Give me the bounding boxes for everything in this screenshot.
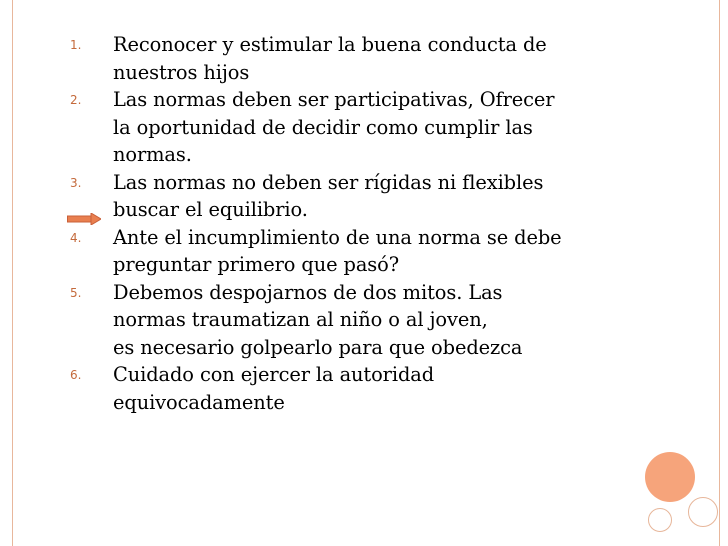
right-arrow-icon [67, 205, 101, 217]
text-line: Debemos despojarnos de dos mitos. Las [113, 280, 503, 304]
text-line: la oportunidad de decidir como cumplir las [113, 115, 533, 139]
list-item-4 [0, 224, 700, 279]
text-line: es necesario golpearlo para que obedezca [113, 335, 523, 359]
text-line: buscar el equilibrio. [113, 198, 308, 221]
list-text [113, 361, 673, 416]
list-item-2 [0, 86, 700, 169]
text-line: Las normas no deben ser rígidas ni flexibles [113, 170, 544, 194]
numbered-list [0, 31, 700, 416]
list-number: 3. [70, 175, 82, 190]
list-item-1 [0, 31, 700, 86]
list-text [113, 169, 673, 224]
list-number: 1. [70, 38, 82, 52]
list-number: 5. [70, 285, 82, 300]
text-line: nuestros hijos [113, 60, 250, 84]
frame-right-line [719, 0, 720, 546]
list-number: 4. [70, 230, 82, 245]
text-line: normas. [113, 143, 192, 166]
text-line-with-arrow [113, 196, 673, 224]
text-line: normas traumatizan al niño o al joven, [113, 308, 488, 331]
list-text [113, 86, 673, 169]
list-item-5 [0, 279, 700, 362]
text-line: preguntar primero que pasó? [113, 253, 400, 276]
decorative-circle-outline [688, 497, 718, 527]
list-text [113, 224, 673, 279]
decorative-circle-large [645, 452, 695, 502]
list-number: 6. [70, 368, 82, 382]
list-text [113, 31, 673, 86]
text-line: Reconocer y estimular la buena conducta de [113, 33, 547, 56]
text-line: Cuidado con ejercer la autoridad [113, 363, 435, 386]
list-text [113, 279, 673, 362]
decorative-circle-small [648, 508, 672, 532]
text-line: Ante el incumplimiento de una norma se debe [113, 225, 562, 249]
list-number: 2. [70, 93, 82, 107]
list-item-6 [0, 361, 700, 416]
text-line: Las normas deben ser participativas, Ofrecer [113, 88, 555, 111]
list-item-3 [0, 169, 700, 224]
text-line: equivocadamente [113, 390, 285, 414]
